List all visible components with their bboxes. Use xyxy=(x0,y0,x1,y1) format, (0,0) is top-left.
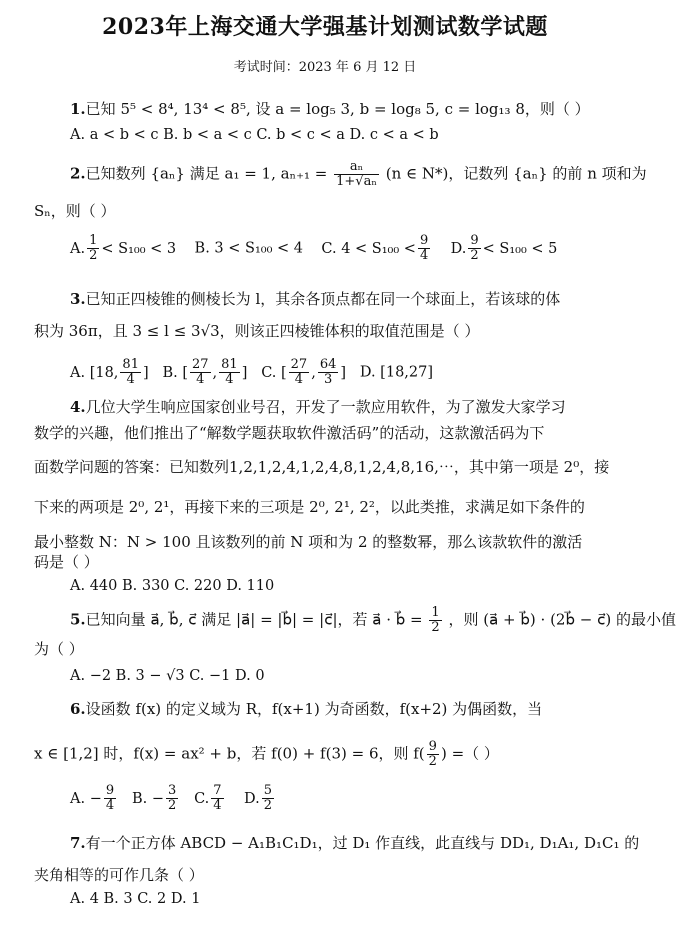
question-6-text-a: 设函数 f(x) 的定义域为 R，f(x+1) 为奇函数，f(x+2) 为偶函数，当 xyxy=(85,700,543,718)
question-4-line-2: 数学的兴趣，他们推出了“解数学题获取软件激活码”的活动，这款激活码为下 xyxy=(34,424,545,442)
q6-option-b: B. − $\frac{3}{2}$ xyxy=(131,783,177,813)
question-4-line-6: 码是（ ） xyxy=(34,553,99,571)
q3-option-a: A. [18, $\frac{81}{4}$ ] xyxy=(70,357,149,387)
question-4-number: 4. xyxy=(70,398,86,416)
question-3-text-b: 积为 36π，且 3 ≤ l ≤ 3√3，则该正四棱锥体积的取值范围是（ ） xyxy=(34,322,480,340)
question-5-fraction: $\frac{1}{2}$ xyxy=(431,605,440,635)
q2-option-b: B. 3 < S₁₀₀ < 4 xyxy=(194,240,303,257)
question-5-stem xyxy=(70,606,676,635)
question-1-options: A. a < b < c B. b < a < c C. b < c < a D. c < a < b xyxy=(70,127,439,143)
q3-option-d: D. [18,27] xyxy=(359,364,434,381)
question-5-number: 5. xyxy=(70,610,86,629)
question-5-text-c: 为（ ） xyxy=(34,640,84,658)
q2-option-a: A. $\frac{1}{2}$ < S₁₀₀ < 3 xyxy=(70,233,177,263)
question-1-text: 已知 5⁵ < 8⁴, 13⁴ < 8⁵, 设 a = log₅ 3, b = log₈ 5, c = log₁₃ 8，则（ ） xyxy=(85,100,590,118)
question-1-number: 1. xyxy=(70,100,86,118)
question-4-line-4: 下来的两项是 2⁰, 2¹，再接下来的三项是 2⁰, 2¹, 2²，以此类推，求满足如下条件的 xyxy=(34,498,585,516)
question-5-text-a: 已知向量 a⃗, b⃗, c⃗ 满足 |a⃗| = |b⃗| = |c⃗|，若 a⃗ · b⃗ = xyxy=(85,610,423,629)
question-6-number: 6. xyxy=(70,700,86,718)
exam-time: 考试时间：2023 年 6 月 12 日 xyxy=(233,60,417,75)
question-7-number: 7. xyxy=(70,834,86,852)
question-3-stem xyxy=(70,290,560,308)
exam-title: 2023年上海交通大学强基计划测试数学试题 xyxy=(102,14,548,40)
q3-option-c: C. [ $\frac{27}{4}$ , $\frac{64}{3}$ ] xyxy=(261,357,347,387)
q3-option-b: B. [ $\frac{27}{4}$ , $\frac{81}{4}$ ] xyxy=(162,357,248,387)
question-7-text-b: 夹角相等的可作几条（ ） xyxy=(34,866,204,884)
question-2-text-c: Sₙ，则（ ） xyxy=(34,202,116,220)
q6-option-d: D. $\frac{5}{2}$ xyxy=(244,783,272,813)
question-3-options xyxy=(70,358,433,387)
question-1-stem xyxy=(70,100,590,118)
question-7-text-a: 有一个正方体 ABCD − A₁B₁C₁D₁，过 D₁ 作直线，此直线与 DD₁, D₁A₁, D₁C₁ 的 xyxy=(85,834,640,852)
question-3-text-a: 已知正四棱锥的侧棱长为 l，其余各顶点都在同一个球面上，若该球的体 xyxy=(85,290,561,308)
question-4-options: A. 440 B. 330 C. 220 D. 110 xyxy=(70,578,275,594)
question-5-options: A. −2 B. 3 − √3 C. −1 D. 0 xyxy=(70,668,265,684)
question-5-text-b: ，则 (a⃗ + b⃗) · (2b⃗ − c⃗) 的最小值 xyxy=(448,610,676,629)
question-2-text-a: 已知数列 {aₙ} 满足 a₁ = 1, aₙ₊₁ = xyxy=(85,164,328,183)
q2-option-d: D. $\frac{9}{2}$ < S₁₀₀ < 5 xyxy=(450,233,558,263)
question-2-stem xyxy=(70,160,647,189)
question-2-options xyxy=(70,234,557,263)
question-2-frac-num: aₙ xyxy=(334,160,379,175)
question-6-text-b: x ∈ [1,2] 时，f(x) = ax² + b，若 f(0) + f(3) = 6，则 f( $\frac{9}{2}$ ) =（ ） xyxy=(34,739,499,769)
question-4-line-3: 面数学问题的答案：已知数列1,2,1,2,4,1,2,4,8,1,2,4,8,16,⋯，其中第一项是 2⁰，接 xyxy=(34,458,610,476)
q2-option-c: C. 4 < S₁₀₀ < $\frac{9}{4}$ xyxy=(321,233,429,263)
question-2-frac-den: 1+√aₙ xyxy=(336,174,377,189)
q6-option-c: C. $\frac{7}{4}$ xyxy=(194,783,222,813)
question-2-fraction xyxy=(334,160,379,189)
q6-option-a: A. − $\frac{9}{4}$ xyxy=(70,783,115,813)
question-4-line-5: 最小整数 N：N > 100 且该数列的前 N 项和为 2 的整数幂，那么该款软件的激活 xyxy=(34,533,583,551)
question-2-number: 2. xyxy=(70,164,86,183)
question-2-text-b: (n ∈ N*)，记数列 {aₙ} 的前 n 项和为 xyxy=(385,164,647,183)
question-3-number: 3. xyxy=(70,290,86,308)
question-7-stem xyxy=(70,834,639,852)
question-7-options: A. 4 B. 3 C. 2 D. 1 xyxy=(70,891,201,907)
question-6-options xyxy=(70,784,276,813)
question-4-line-1: 4.几位大学生响应国家创业号召，开发了一款应用软件，为了激发大家学习 xyxy=(70,398,566,416)
question-6-stem xyxy=(70,700,542,718)
